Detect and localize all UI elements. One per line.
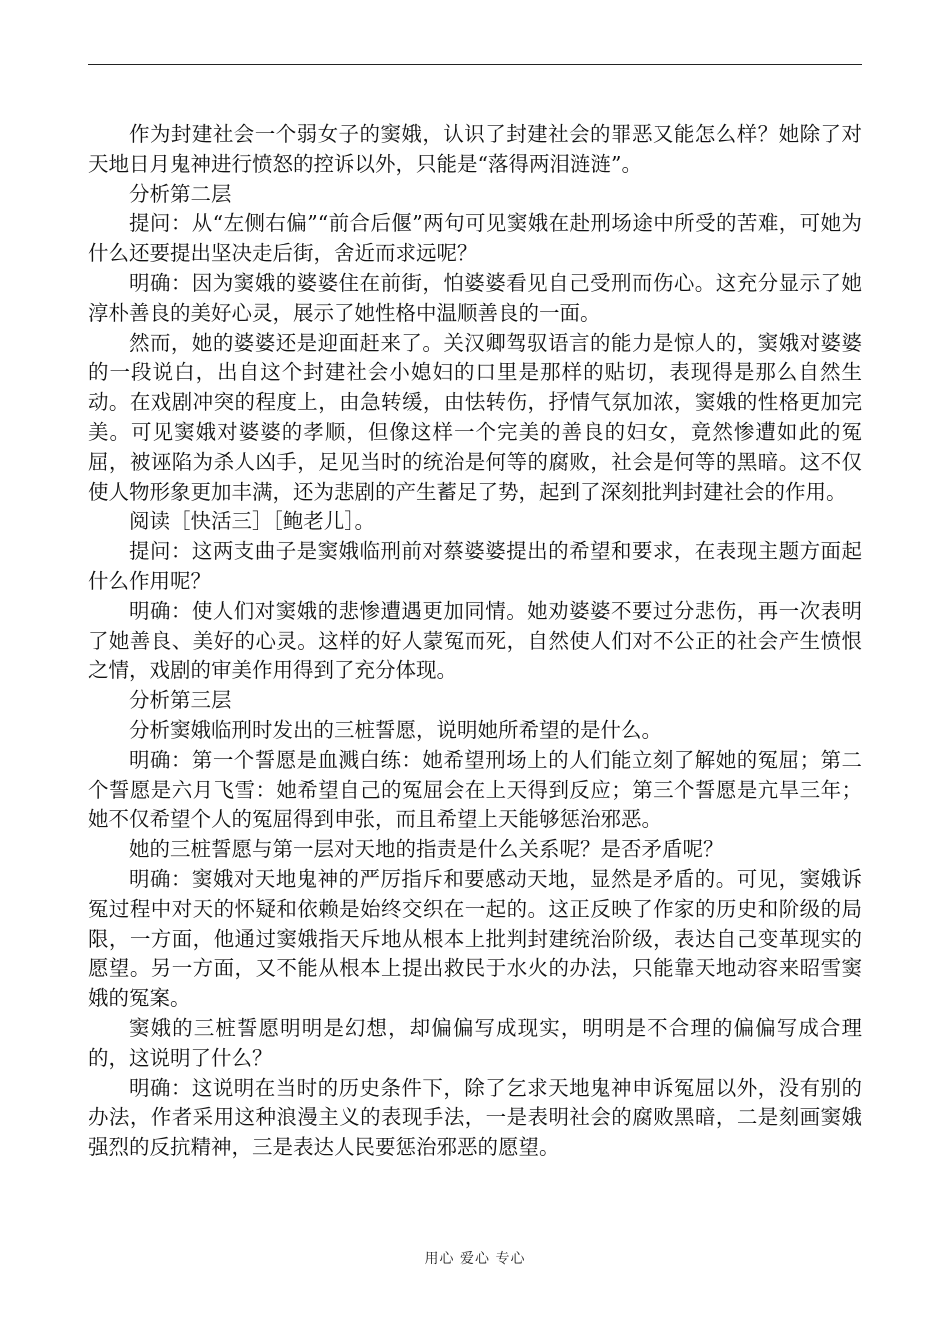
document-body: [88, 120, 862, 1163]
analysis-paragraph: 然而，她的婆婆还是迎面赶来了。关汉卿驾驭语言的能力是惊人的，窦娥对婆婆的一段说白，出自这个封建社会小媳妇的口里是那样的贴切，表现得是那么自然生动。在戏剧冲突的程度上，由急转缓，由怯转伤，抒情气氛加浓，窦娥的性格更加完美。可见窦娥对婆婆的孝顺，但像这样一个完美的善良的妇女，竟然惨遭如此的冤屈，被诬陷为杀人凶手，足见当时的统治是何等的腐败，社会是何等的黑暗。这不仅使人物形象更加丰满，还为悲剧的产生蓄足了势，起到了深刻批判封建社会的作用。: [88, 330, 862, 504]
answer-paragraph: 明确：第一个誓愿是血溅白练：她希望刑场上的人们能立刻了解她的冤屈；第二个誓愿是六月飞雪：她希望自己的冤屈会在上天得到反应；第三个誓愿是亢旱三年；她不仅希望个人的冤屈得到申张，而且希望上天能够惩治邪恶。: [88, 747, 862, 832]
header-rule: [88, 64, 862, 65]
answer-paragraph: 明确：窦娥对天地鬼神的严厉指斥和要感动天地，显然是矛盾的。可见，窦娥诉冤过程中对天的怀疑和依赖是始终交织在一起的。这正反映了作家的历史和阶级的局限，一方面，他通过窦娥指天斥地从根本上批判封建统治阶级，表达自己变革现实的愿望。另一方面，又不能从根本上提出救民于水火的办法，只能靠天地动容来昭雪窦娥的冤案。: [88, 866, 862, 1011]
section-heading-layer-two: 分析第二层: [129, 181, 232, 206]
question-paragraph: 窦娥的三桩誓愿明明是幻想，却偏偏写成现实，明明是不合理的偏偏写成合理的，这说明了什么？: [88, 1015, 862, 1070]
paragraph-intro: 作为封建社会一个弱女子的窦娥，认识了封建社会的罪恶又能怎么样？她除了对天地日月鬼神进行愤怒的控诉以外，只能是“落得两泪涟涟”。: [88, 122, 862, 176]
question-paragraph: 提问：这两支曲子是窦娥临刑前对蔡婆婆提出的希望和要求，在表现主题方面起什么作用呢？: [88, 539, 862, 593]
question-paragraph: 提问：从“左侧右偏”“前合后偃”两句可见窦娥在赴刑场途中所受的苦难，可她为什么还要提出坚决走后街，舍近而求远呢？: [88, 211, 862, 266]
reading-instruction: 阅读［快活三］［鲍老儿］。: [129, 509, 375, 534]
answer-paragraph: 明确：使人们对窦娥的悲惨遭遇更加同情。她劝婆婆不要过分悲伤，再一次表明了她善良、美好的心灵。这样的好人蒙冤而死，自然使人们对不公正的社会产生愤恨之情，戏剧的审美作用得到了充分体现。: [88, 598, 862, 683]
question-paragraph: 她的三桩誓愿与第一层对天地的指责是什么关系呢？是否矛盾呢？: [129, 837, 724, 862]
answer-paragraph: 明确：这说明在当时的历史条件下，除了乞求天地鬼神申诉冤屈以外，没有别的办法，作者采用这种浪漫主义的表现手法，一是表明社会的腐败黑暗，二是刻画窦娥强烈的反抗精神，三是表达人民要惩治邪恶的愿望。: [88, 1075, 862, 1160]
question-paragraph: 分析窦娥临刑时发出的三桩誓愿，说明她所希望的是什么。: [129, 717, 662, 742]
section-heading-layer-three: 分析第三层: [129, 688, 232, 713]
page-footer: 用心 爱心 专心: [424, 1251, 526, 1267]
answer-paragraph: 明确：因为窦娥的婆婆住在前街，怕婆婆看见自己受刑而伤心。这充分显示了她淳朴善良的美好心灵，展示了她性格中温顺善良的一面。: [88, 270, 862, 325]
